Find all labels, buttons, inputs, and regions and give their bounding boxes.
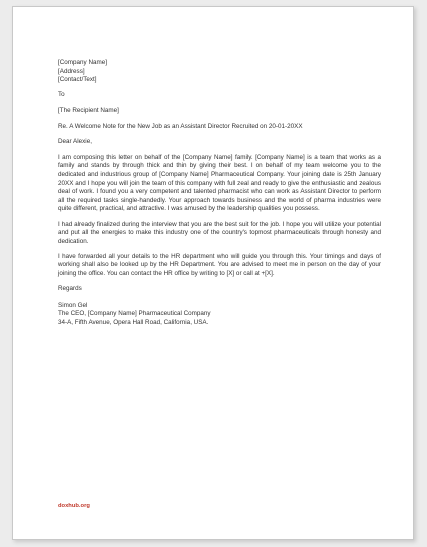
sender-block xyxy=(58,59,381,85)
signature-address: 34-A, Fifth Avenue, Opera Hall Road, California, USA. xyxy=(58,319,209,327)
letter-body xyxy=(58,59,381,334)
watermark-link[interactable]: doxhub.org xyxy=(58,503,90,509)
closing: Regards xyxy=(58,285,82,293)
sender-contact: [Contact/Text] xyxy=(58,76,97,84)
to-label: To xyxy=(58,91,65,99)
letter-page xyxy=(12,6,414,540)
paragraph-2: I had already finalized during the interview that you are the best suit for the job. I hope you will utilize your potential and put all the energies to make this industry one of the country's topmost pharmaceuticals through honesty and dedication. xyxy=(58,220,381,245)
subject-line: Re. A Welcome Note for the New Job as an Assistant Director Recruited on 20-01-20XX xyxy=(58,122,303,130)
paragraph-3: I have forwarded all your details to the HR department who will guide you through this. Your timings and days of working shall also be looked up by the HR Department. You are advised to meet me in person on the day of your joining the office. You can contact the HR office by writing to [X] or call at +[X]. xyxy=(58,252,381,278)
salutation: Dear Alexie, xyxy=(58,138,92,146)
recipient-name: [The Recipient Name] xyxy=(58,106,119,114)
signature-title: The CEO, [Company Name] Pharmaceutical Company xyxy=(58,310,211,318)
sender-company: [Company Name] xyxy=(58,59,107,66)
signature-block xyxy=(58,302,381,328)
sender-address: [Address] xyxy=(58,67,85,75)
signature-name: Simon Gel xyxy=(58,301,88,309)
paragraph-1: I am composing this letter on behalf of the [Company Name] family. [Company Name] is a team that works as a family and stands by through thick and thin by giving their best. I on behalf of my team welcome you to the dedicated and industrious group of [Company Name] Pharmaceutical Company. Your joining date is 25th January 20XX and I hope you will join the team of this company with full zeal and ready to give the enthusiastic and zealous deal of work. I found you a very competent and talented pharmacist who can work as Assistant Director to perform all the required tasks single-handedly. Your approach towards business and the world of pharma industries were quite different, practical, and attractive. I was amused by the leadership qualities you possess. xyxy=(58,153,381,213)
